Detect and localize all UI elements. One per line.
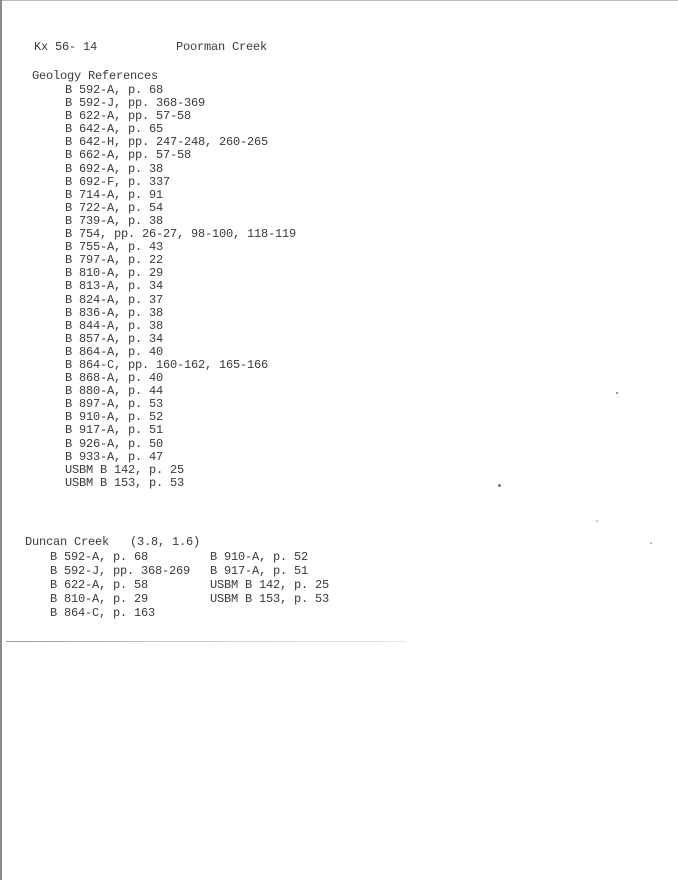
geology-reference-item: B 642-A, p. 65 bbox=[65, 122, 164, 137]
geology-reference-item: USBM B 142, p. 25 bbox=[65, 462, 185, 477]
geology-reference-item: B 622-A, pp. 57-58 bbox=[65, 109, 192, 124]
geology-reference-item: B 857-A, p. 34 bbox=[65, 331, 164, 346]
duncan-creek-heading: Duncan Creek (3.8, 1.6) bbox=[25, 535, 201, 549]
geology-reference-item: B 692-A, p. 38 bbox=[65, 161, 164, 176]
duncan-reference-item: B 592-J, pp. 368-269 bbox=[50, 564, 191, 578]
geology-reference-item: B 824-A, p. 37 bbox=[65, 292, 164, 307]
record-title: Poorman Creek bbox=[176, 40, 268, 54]
scan-speck bbox=[498, 484, 501, 487]
geology-reference-item: B 739-A, p. 38 bbox=[65, 213, 164, 228]
geology-reference-item: B 714-A, p. 91 bbox=[65, 187, 164, 202]
duncan-reference-item: B 622-A, p. 58 bbox=[50, 578, 149, 592]
duncan-reference-item: B 910-A, p. 52 bbox=[210, 550, 309, 564]
geology-reference-item: B 926-A, p. 50 bbox=[65, 436, 164, 451]
geology-reference-item: B 897-A, p. 53 bbox=[65, 397, 164, 412]
geology-reference-item: B 868-A, p. 40 bbox=[65, 371, 164, 386]
geology-reference-item: B 910-A, p. 52 bbox=[65, 410, 164, 425]
duncan-reference-item: B 864-C, p. 163 bbox=[50, 606, 156, 620]
geology-reference-item: B 810-A, p. 29 bbox=[65, 266, 164, 281]
scan-speck bbox=[596, 520, 598, 522]
geology-reference-item: B 754, pp. 26-27, 98-100, 118-119 bbox=[65, 227, 297, 242]
geology-reference-item: B 722-A, p. 54 bbox=[65, 200, 164, 215]
geology-reference-item: B 797-A, p. 22 bbox=[65, 253, 164, 268]
geology-reference-item: B 642-H, pp. 247-248, 260-265 bbox=[65, 135, 269, 150]
geology-reference-item: B 692-F, p. 337 bbox=[65, 174, 171, 189]
geology-reference-item: B 755-A, p. 43 bbox=[65, 240, 164, 255]
duncan-references-right-column bbox=[210, 551, 329, 607]
geology-reference-item: B 592-J, pp. 368-369 bbox=[65, 96, 206, 111]
geology-reference-item: B 836-A, p. 38 bbox=[65, 305, 164, 320]
geology-reference-item: B 933-A, p. 47 bbox=[65, 449, 164, 464]
geology-reference-item: B 813-A, p. 34 bbox=[65, 279, 164, 294]
geology-reference-item: USBM B 153, p. 53 bbox=[65, 475, 185, 490]
geology-reference-item: B 592-A, p. 68 bbox=[65, 83, 164, 97]
page-left-edge bbox=[0, 0, 2, 880]
geology-reference-item: B 880-A, p. 44 bbox=[65, 384, 164, 399]
duncan-references-left-column bbox=[50, 551, 190, 621]
geology-references-list bbox=[65, 84, 296, 490]
duncan-reference-item: USBM B 153, p. 53 bbox=[210, 592, 330, 606]
duncan-reference-item: USBM B 142, p. 25 bbox=[210, 578, 330, 592]
duncan-reference-item: B 592-A, p. 68 bbox=[50, 550, 149, 564]
geology-reference-item: B 662-A, pp. 57-58 bbox=[65, 148, 192, 163]
record-id: Kx 56- 14 bbox=[34, 40, 98, 54]
geology-reference-item: B 864-C, pp. 160-162, 165-166 bbox=[65, 357, 269, 372]
geology-references-heading: Geology References bbox=[32, 69, 159, 83]
geology-reference-item: B 844-A, p. 38 bbox=[65, 318, 164, 333]
page-fold-line bbox=[6, 641, 406, 642]
duncan-reference-item: B 917-A, p. 51 bbox=[210, 564, 309, 578]
scan-speck bbox=[650, 542, 652, 544]
geology-reference-item: B 864-A, p. 40 bbox=[65, 344, 164, 359]
duncan-reference-item: B 810-A, p. 29 bbox=[50, 592, 149, 606]
geology-reference-item: B 917-A, p. 51 bbox=[65, 423, 164, 438]
page-top-edge bbox=[0, 0, 678, 1]
scan-speck bbox=[616, 392, 618, 394]
